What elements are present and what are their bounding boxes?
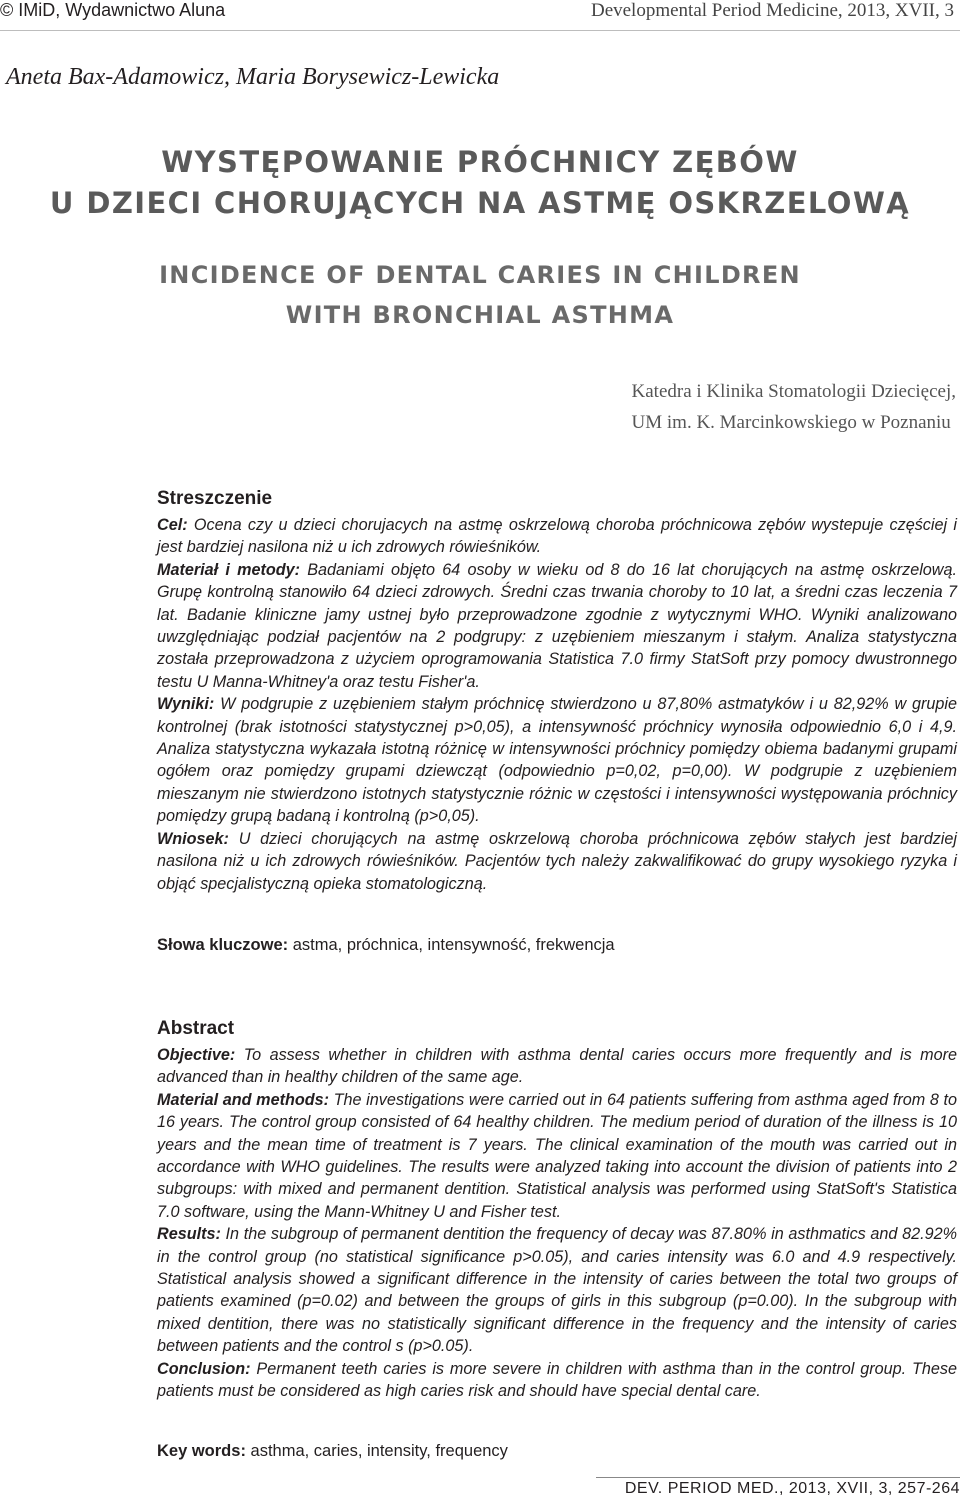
cel-label: Cel:	[157, 516, 188, 534]
results-label: Results:	[157, 1225, 221, 1244]
wniosek-text: U dzieci chorujących na astmę oskrzelową choroba próchnicowa zębów stałych jest bardziej nasilona niż u ich zdrowych rówieśników. Pacjentów tych należy zakwalifikować do grupy wysokiego ryzyka i objąć specjalistyczną opieka stomatologiczną.	[157, 829, 957, 893]
affiliation-line-1: Katedra i Klinika Stomatologii Dziecięcej,	[631, 381, 956, 402]
metody-label: Materiał i metody:	[157, 560, 301, 579]
wyniki-text: W podgrupie z uzębieniem stałym próchnicę stwierdzono u 87,80% astmatyków i u 82,92% w grupie kontrolnej (brak istotności statystycznej p>0,05), a intensywność próchnicy wynosiła odpowiednio 6,0 i 4,9. Analiza statystyczna wykazała istotną różnicę w intensywności próchnicy pomiędzy obiema badanymi grupami ogółem oraz pomiędzy grupami dziewcząt (odpowiednio p=0,02, p=0,00). W podgrupie z uzębieniem mieszanym nie stwierdzono istotnych statystycznie różnic w częstości i intensywności występowania próchnicy pomiędzy grupą badaną i kontrolną (p>0,05).	[157, 695, 958, 826]
keywords-english-text: asthma, caries, intensity, frequency	[250, 1442, 508, 1460]
affiliation	[632, 376, 956, 438]
wyniki-label: Wyniki:	[157, 695, 215, 714]
title-english-line-1: INCIDENCE OF DENTAL CARIES IN CHILDREN	[159, 261, 801, 289]
metody-text: Badaniami objęto 64 osoby w wieku od 8 do 16 lat chorujących na astmę oskrzelową. Grupę kontrolną stanowiło 64 dzieci zdrowych. Średni czas trwania choroby to 10 lat, a średni czas leczenia 7 lat. Badanie kliniczne jamy ustnej było przeprowadzone zgodnie z wytycznymi WHO. Wyniki analizowano uwzględniając podział pacjentów na 2 podgrupy: z uzębieniem mieszanym i stałym. Analiza statystyczna została przeprowadzona z użyciem oprogramowania Statistica 7.0 firmy StatSoft przy pomocy dwustronnego testu U Manna-Whitney'a oraz testu Fisher'a.	[157, 560, 957, 691]
keywords-english-label: Key words:	[157, 1442, 246, 1460]
keywords-polish-label: Słowa kluczowe:	[157, 936, 289, 954]
results-text: In the subgroup of permanent dentition the frequency of decay was 87.80% in asthmatics and 82.92% in the control group (no statistical significance p>0.05), and caries intensity was 6.0 and 4.9 respectively. Statistical analysis showed a significant difference in the intensity of caries between the total two groups of patients examined (p=0.02) and between the groups of girls in this subgroup (p=0.00). In the subgroup with mixed dentition, there was no statistically significant difference in the frequency and the intensity of caries between patients and the control s (p>0.05).	[157, 1225, 957, 1356]
wniosek-label: Wniosek:	[157, 829, 229, 848]
streszczenie-cel	[157, 514, 957, 559]
abstract-section	[157, 1016, 957, 1403]
conclusion-label: Conclusion:	[157, 1359, 251, 1378]
title-polish-line-1: WYSTĘPOWANIE PRÓCHNICY ZĘBÓW	[161, 145, 799, 179]
abstract-methods	[157, 1089, 957, 1223]
affiliation-line-2: UM im. K. Marcinkowskiego w Poznaniu	[631, 412, 951, 433]
title-polish-line-2: U DZIECI CHORUJĄCYCH NA ASTMĘ OSKRZELOWĄ	[49, 186, 911, 220]
streszczenie-wyniki	[157, 693, 957, 827]
abstract-results	[157, 1223, 957, 1357]
streszczenie-metody	[157, 559, 957, 693]
title-english	[0, 255, 960, 335]
journal-citation: Developmental Period Medicine, 2013, XVII, 3	[590, 0, 954, 21]
methods-text: The investigations were carried out in 64 patients suffering from asthma aged from 8 to 16 years. The control group consisted of 64 healthy children. The medium period of duration of the illness is 10 years and the mean time of treatment is 7 years. The clinical examination of the mouth was carried out in accordance with WHO guidelines. The results were analyzed taking into account the division of patients into 2 subgroups: with mixed and permanent dentition. Statistical analysis was performed using StatSoft's Statistica 7.0 software, using the Mann-Whitney U and Fisher test.	[157, 1090, 958, 1221]
header-divider	[0, 30, 960, 31]
footer-citation: DEV. PERIOD MED., 2013, XVII, 3, 257-264	[624, 1480, 960, 1497]
publisher-credit: © IMiD, Wydawnictwo Aluna	[0, 0, 226, 20]
keywords-polish-text: astma, próchnica, intensywność, frekwencja	[292, 936, 615, 954]
conclusion-text: Permanent teeth caries is more severe in children with asthma than in the control group. These patients must be considered as high caries risk and should have special dental care.	[157, 1359, 957, 1401]
keywords-english	[157, 1442, 957, 1461]
objective-text: To assess whether in children with asthma dental caries occurs more frequently and is more advanced than in healthy children of the same age.	[157, 1046, 957, 1087]
abstract-objective	[157, 1044, 957, 1089]
methods-label: Material and methods:	[157, 1090, 330, 1109]
streszczenie-section	[157, 486, 957, 895]
title-polish	[0, 142, 960, 224]
abstract-conclusion	[157, 1358, 957, 1403]
streszczenie-wniosek	[157, 828, 957, 895]
objective-label: Objective:	[157, 1046, 236, 1064]
cel-text: Ocena czy u dzieci chorujacych na astmę oskrzelową choroba próchnicowa zębów wystepuje częściej i jest bardziej nasilona niż u ich zdrowych rówieśników.	[157, 516, 957, 557]
keywords-polish	[157, 936, 957, 955]
title-english-line-2: WITH BRONCHIAL ASTHMA	[285, 301, 675, 329]
authors: Aneta Bax-Adamowicz, Maria Borysewicz-Lewicka	[6, 64, 500, 90]
streszczenie-heading: Streszczenie	[157, 488, 273, 509]
abstract-heading: Abstract	[157, 1018, 235, 1039]
footer-divider	[596, 1477, 960, 1478]
